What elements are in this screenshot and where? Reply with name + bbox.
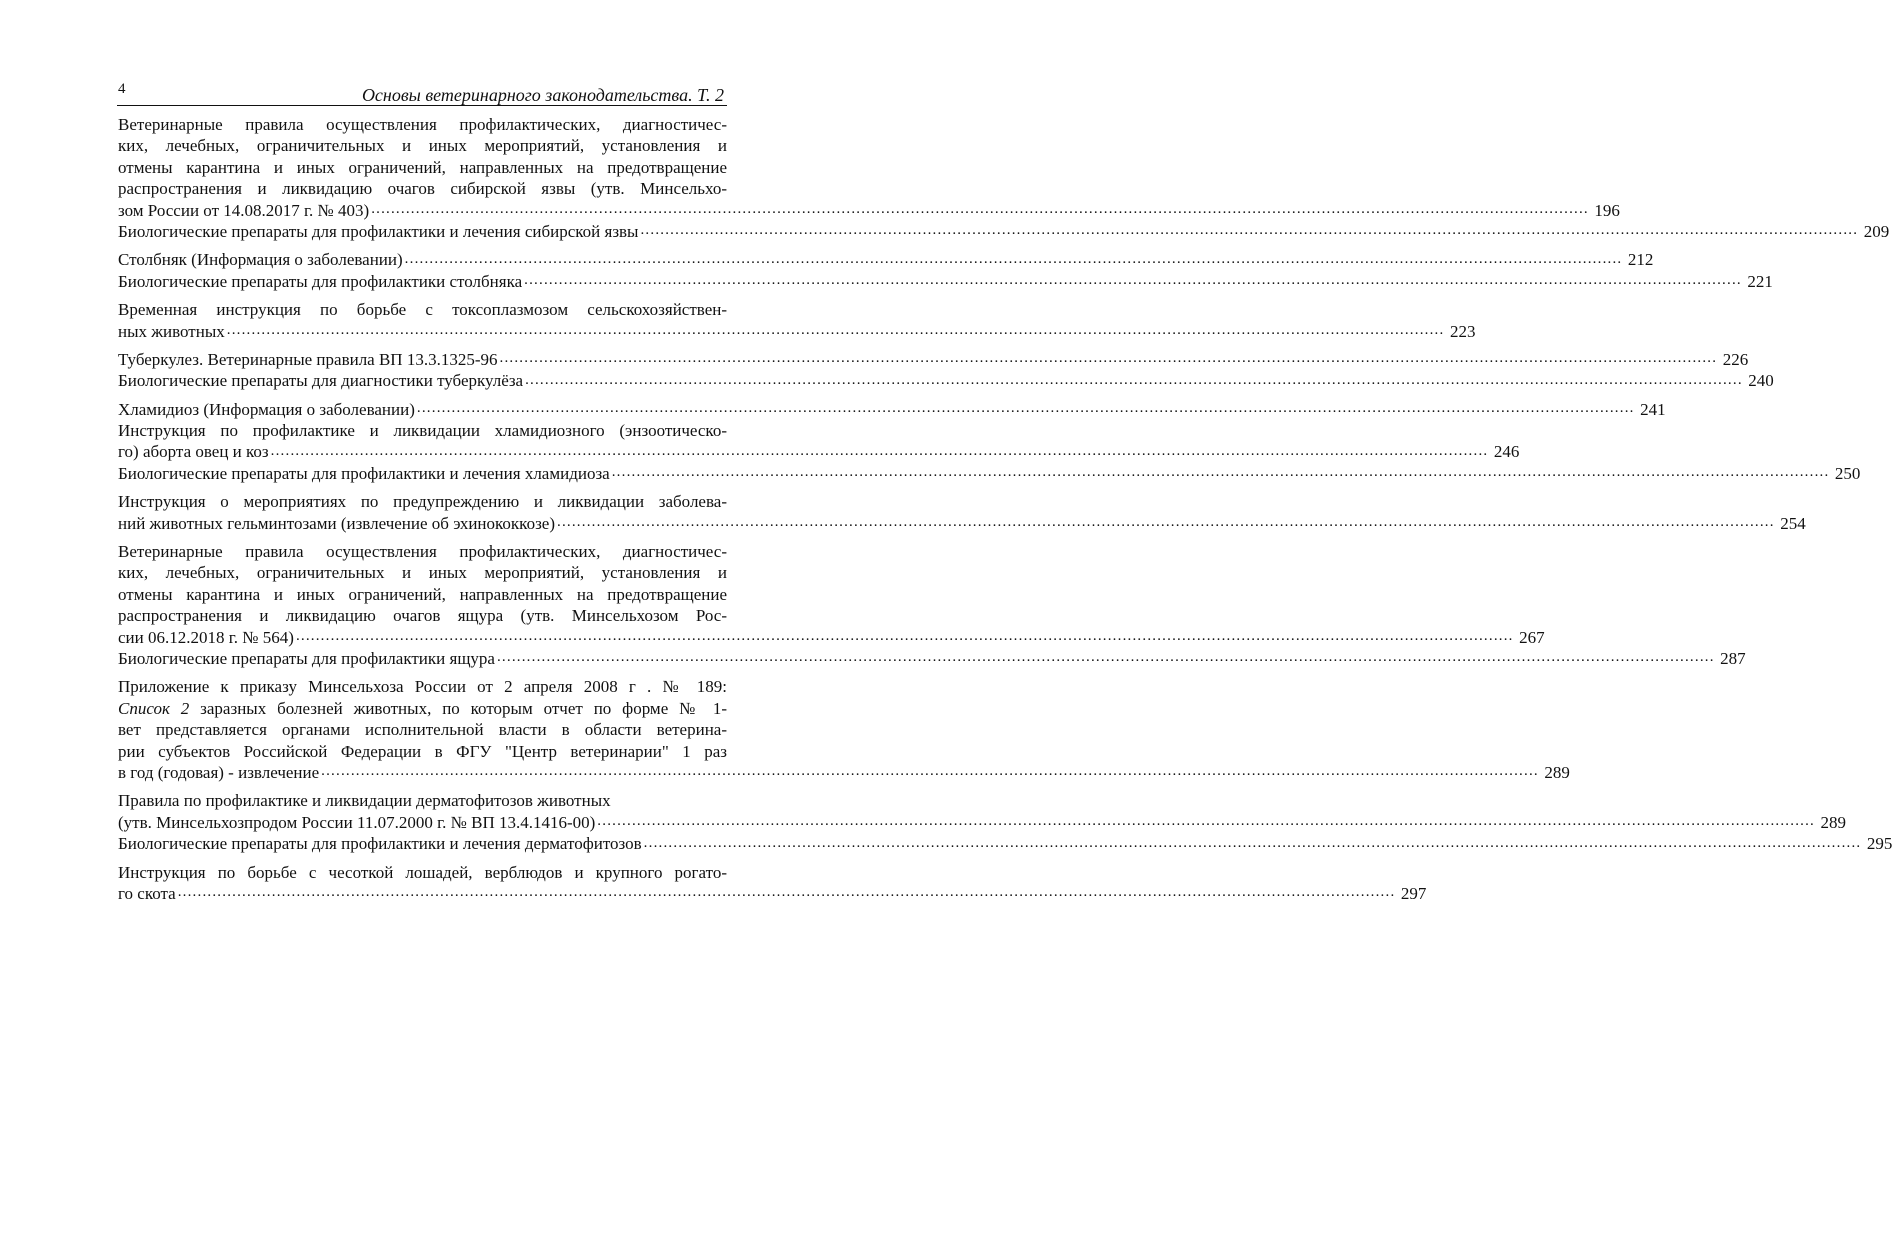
toc-page-number: 221 xyxy=(1747,271,1773,291)
toc-entry-title: Биологические препараты для профилактики столбняка xyxy=(118,271,523,291)
toc-page-number: 295 xyxy=(1866,834,1892,854)
toc-page-number: 250 xyxy=(1834,463,1861,483)
leader-dots: ...................................................................................................................................................................................................................................................... xyxy=(321,763,1539,780)
running-title: Основы ветеринарного законодательства. Т. 2 xyxy=(361,85,724,105)
toc-entry xyxy=(118,648,1746,669)
toc-entry-line-rest: заразных болезней животных, по которым отчет по форме № 1- xyxy=(189,698,727,718)
page-number: 4 xyxy=(118,81,126,97)
toc-entry xyxy=(118,249,1654,270)
toc-page-number: 289 xyxy=(1544,762,1570,782)
toc-page-number: 241 xyxy=(1640,399,1666,419)
toc-entry-line: Приложение к приказу Минсельхоза России от 2 апреля 2008 г . № 189: xyxy=(118,677,727,697)
leader-dots: ...................................................................................................................................................................................................................................................... xyxy=(557,514,1775,531)
toc-entry-line: Правила по профилактике и ликвидации дерматофитозов животных xyxy=(118,791,611,811)
toc-entry-line: Инструкция по профилактике и ликвидации хламидиозного (энзоотическо- xyxy=(118,421,727,441)
toc-entry xyxy=(118,349,1749,370)
leader-dots: ...................................................................................................................................................................................................................................................... xyxy=(499,350,1718,367)
toc-entry-line: Ветеринарные правила осуществления профилактических, диагностичес- xyxy=(118,542,727,562)
toc-entry xyxy=(118,541,1545,648)
toc-entry xyxy=(118,420,1520,463)
leader-dots: ...................................................................................................................................................................................................................................................... xyxy=(496,649,1715,666)
table-of-contents xyxy=(118,114,1892,904)
toc-entry-title: Биологические препараты для профилактики ящура xyxy=(118,648,495,668)
toc-entry xyxy=(118,221,1890,242)
leader-dots: ...................................................................................................................................................................................................................................................... xyxy=(611,464,1830,481)
toc-entry-line: рии субъектов Российской Федерации в ФГУ "Центр ветеринарии" 1 раз xyxy=(118,741,727,761)
toc-page-number: 212 xyxy=(1627,250,1654,270)
toc-page-number: 223 xyxy=(1449,321,1476,341)
toc-entry xyxy=(118,491,1806,534)
toc-entry-title-end: в год (годовая) - извлечение xyxy=(118,762,320,782)
toc-entry-line: распространения и ликвидацию очагов ящура (утв. Минсельхозом Рос- xyxy=(118,606,727,626)
toc-page-number: 209 xyxy=(1863,221,1890,241)
leader-dots: ...................................................................................................................................................................................................................................................... xyxy=(525,371,1743,388)
toc-entry xyxy=(118,114,1620,221)
toc-entry xyxy=(118,299,1476,342)
leader-dots: ...................................................................................................................................................................................................................................................... xyxy=(295,627,1514,644)
toc-page-number: 297 xyxy=(1400,883,1427,903)
toc-entry-title-end: го) аборта овец и коз xyxy=(118,442,269,462)
toc-entry xyxy=(118,676,1570,783)
leader-dots: ...................................................................................................................................................................................................................................................... xyxy=(597,813,1815,830)
toc-entry xyxy=(118,271,1773,292)
toc-entry xyxy=(118,399,1666,420)
toc-page-number: 254 xyxy=(1780,513,1806,533)
toc-page-number: 287 xyxy=(1720,648,1746,668)
toc-page-number: 226 xyxy=(1722,349,1749,369)
leader-dots: ...................................................................................................................................................................................................................................................... xyxy=(177,884,1396,901)
toc-page-number: 240 xyxy=(1748,371,1774,391)
toc-entry-title: Хламидиоз (Информация о заболевании) xyxy=(118,399,415,419)
toc-entry-line: ких, лечебных, ограничительных и иных мероприятий, установления и xyxy=(118,136,727,156)
toc-entry-title-end: го скота xyxy=(118,883,176,903)
toc-entry-line: распространения и ликвидацию очагов сибирской язвы (утв. Минсельхо- xyxy=(118,179,727,199)
toc-entry xyxy=(118,790,1846,833)
list-title-italic: Список 2 xyxy=(118,698,190,718)
toc-entry-line: Ветеринарные правила осуществления профилактических, диагностичес- xyxy=(118,115,727,134)
toc-entry-title-end: ний животных гельминтозами (извлечение об эхинококкозе) xyxy=(118,513,555,533)
toc-entry-line: отмены карантина и иных ограничений, направленных на предотвращение xyxy=(118,157,727,177)
toc-entry-line: Инструкция по борьбе с чесоткой лошадей, верблюдов и крупного рогато- xyxy=(118,862,727,882)
toc-page-number: 196 xyxy=(1594,200,1620,220)
toc-entry-title: Столбняк (Информация о заболевании) xyxy=(118,250,403,270)
leader-dots: ...................................................................................................................................................................................................................................................... xyxy=(416,400,1635,417)
toc-entry xyxy=(118,463,1861,484)
toc-entry-title-end: зом России от 14.08.2017 г. № 403) xyxy=(118,200,370,220)
leader-dots: ...................................................................................................................................................................................................................................................... xyxy=(371,200,1589,217)
toc-entry-title: Биологические препараты для профилактики и лечения хламидиоза xyxy=(118,463,610,483)
toc-entry-title-end: ных животных xyxy=(118,321,225,341)
leader-dots: ...................................................................................................................................................................................................................................................... xyxy=(404,250,1623,267)
toc-page-number: 246 xyxy=(1493,442,1520,462)
toc-entry xyxy=(118,862,1427,905)
toc-entry-title: Биологические препараты для профилактики и лечения дерматофитозов xyxy=(118,834,642,854)
leader-dots: ...................................................................................................................................................................................................................................................... xyxy=(640,222,1859,239)
toc-entry-line: вет представляется органами исполнительной власти в области ветерина- xyxy=(118,720,727,740)
toc-page-number: 267 xyxy=(1519,627,1545,647)
leader-dots: ...................................................................................................................................................................................................................................................... xyxy=(643,834,1862,851)
toc-entry xyxy=(118,833,1892,854)
toc-entry xyxy=(118,370,1774,391)
toc-entry-title: Туберкулез. Ветеринарные правила ВП 13.3.1325-96 xyxy=(118,349,498,369)
toc-entry-title-end: сии 06.12.2018 г. № 564) xyxy=(118,627,294,647)
header-rule xyxy=(117,105,727,106)
toc-entry-line xyxy=(118,698,727,719)
toc-entry-line: Временная инструкция по борьбе с токсоплазмозом сельскохозяйствен- xyxy=(118,300,727,320)
leader-dots: ...................................................................................................................................................................................................................................................... xyxy=(226,321,1445,338)
toc-entry-title: Биологические препараты для профилактики и лечения сибирской язвы xyxy=(118,221,639,241)
toc-entry-line: отмены карантина и иных ограничений, направленных на предотвращение xyxy=(118,584,727,604)
toc-entry-title-end: (утв. Минсельхозпродом России 11.07.2000 г. № ВП 13.4.1416-00) xyxy=(118,812,596,832)
toc-entry-line: Инструкция о мероприятиях по предупреждению и ликвидации заболева- xyxy=(118,492,727,512)
toc-entry-line: ких, лечебных, ограничительных и иных мероприятий, установления и xyxy=(118,563,727,583)
leader-dots: ...................................................................................................................................................................................................................................................... xyxy=(270,442,1489,459)
leader-dots: ...................................................................................................................................................................................................................................................... xyxy=(524,272,1742,289)
toc-entry-title: Биологические препараты для диагностики туберкулёза xyxy=(118,371,524,391)
toc-page-number: 289 xyxy=(1820,812,1846,832)
